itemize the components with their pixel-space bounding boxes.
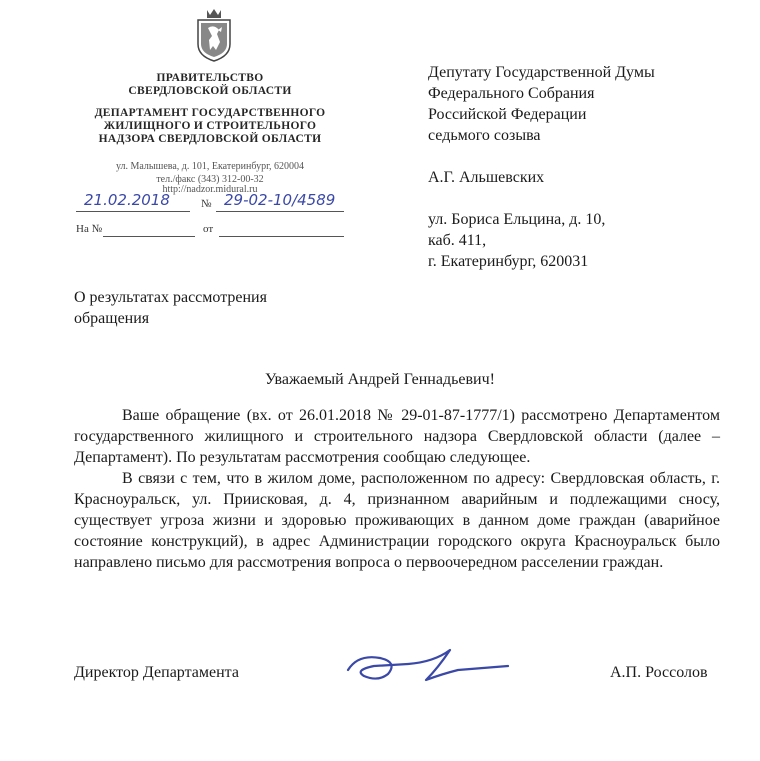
recipient-line-1: Депутату Государственной Думы [428, 64, 655, 81]
recipient-line-2: Федерального Собрания [428, 85, 595, 102]
coat-of-arms-icon [194, 6, 234, 62]
registration-number-label: № [201, 198, 212, 210]
recipient-street: ул. Бориса Ельцина, д. 10, [428, 211, 606, 228]
signatory-position: Директор Департамента [74, 664, 239, 681]
recipient-name: А.Г. Альшевских [428, 169, 545, 186]
registration-date: 21.02.2018 [84, 191, 170, 209]
letter-body [74, 405, 720, 573]
greeting: Уважаемый Андрей Геннадьевич! [265, 371, 495, 388]
letterhead-web: http://nadzor.midural.ru [162, 184, 258, 195]
letterhead-phone: тел./факс (343) 312-00-32 [156, 174, 264, 185]
department-line-3: НАДЗОРА СВЕРДЛОВСКОЙ ОБЛАСТИ [98, 133, 322, 145]
letterhead-address: ул. Малышева, д. 101, Екатеринбург, 620004 [115, 161, 305, 172]
recipient-line-4: седьмого созыва [428, 127, 541, 144]
recipient-line-3: Российской Федерации [428, 106, 587, 123]
letterhead-government [70, 72, 350, 98]
department-line-1: ДЕПАРТАМЕНТ ГОСУДАРСТВЕННОГО [94, 107, 326, 119]
reply-from-label: от [203, 223, 214, 235]
government-line-2: СВЕРДЛОВСКОЙ ОБЛАСТИ [128, 85, 292, 97]
registration-number: 29-02-10/4589 [224, 191, 336, 209]
body-paragraph-1: Ваше обращение (вх. от 26.01.2018 № 29-01-87-1777/1) рассмотрено Департаментом государственного жилищного и строительного надзора Свердловской области (далее – Департамент). По результатам рассмотрения сообщаю следующее. [74, 407, 720, 466]
government-line-1: ПРАВИТЕЛЬСТВО [156, 72, 264, 84]
recipient-office: каб. 411, [428, 232, 487, 249]
recipient-city: г. Екатеринбург, 620031 [428, 253, 589, 270]
subject-line-1: О результатах рассмотрения [74, 289, 267, 306]
letterhead-department [70, 107, 350, 146]
letter-subject [74, 287, 267, 329]
signature-scribble [338, 640, 518, 690]
signatory-name: А.П. Россолов [610, 664, 708, 681]
subject-line-2: обращения [74, 310, 150, 327]
reply-number-label: На № [76, 223, 103, 235]
body-paragraph-2: В связи с тем, что в жилом доме, расположенном по адресу: Свердловская область, г. Красноуральск, ул. Приисковая, д. 4, признанном аварийным и подлежащими сносу, существует угроза жизни и здоровью проживающих в данном доме граждан (аварийное состояние конструкций), в адрес Администрации городского округа Красноуральск было направлено письмо для рассмотрения вопроса о первоочередном расселении граждан. [74, 470, 720, 571]
department-line-2: ЖИЛИЩНОГО И СТРОИТЕЛЬНОГО [103, 120, 317, 132]
recipient-block [428, 62, 655, 272]
